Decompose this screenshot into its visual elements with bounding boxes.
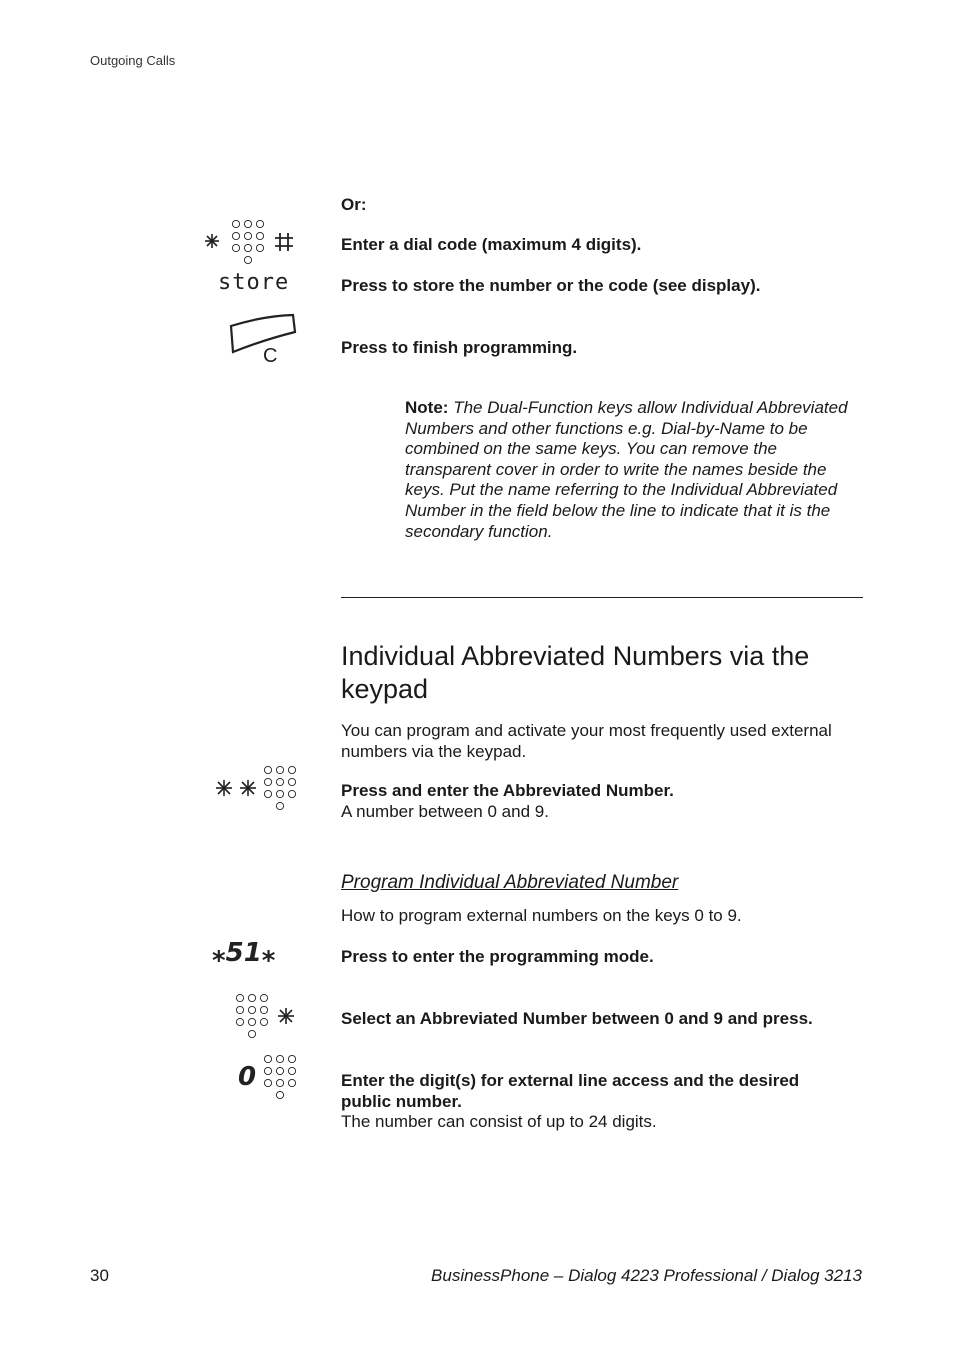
- step-digits-limit: The number can consist of up to 24 digits.: [341, 1112, 657, 1131]
- star-star-keypad-icon: [212, 764, 302, 816]
- star-51-star-icon: ⁎51⁎: [212, 938, 276, 968]
- subsection-title: Program Individual Abbreviated Number: [341, 872, 679, 893]
- page-number: 30: [90, 1266, 109, 1285]
- keypad-star-icon: [232, 992, 302, 1044]
- star-keypad-hash-icon: [200, 218, 300, 268]
- step-select-abbrev: Select an Abbreviated Number between 0 and 9 and press.: [341, 1009, 813, 1028]
- step-press-enter-abbrev: Press and enter the Abbreviated Number.: [341, 781, 674, 800]
- step-finish-programming: Press to finish programming.: [341, 338, 578, 357]
- step-press-store: Press to store the number or the code (see display).: [341, 276, 761, 295]
- note-label: Note:: [405, 398, 449, 417]
- section-intro: You can program and activate your most frequently used external numbers via the keypad.: [341, 721, 832, 761]
- step-enter-dial-code: Enter a dial code (maximum 4 digits).: [341, 235, 642, 254]
- footer-title: BusinessPhone – Dialog 4223 Professional / Dialog 3213: [431, 1266, 862, 1285]
- note-paragraph: [405, 398, 865, 542]
- section-title: Individual Abbreviated Numbers via the keypad: [341, 641, 810, 704]
- clear-key-label: C: [263, 345, 278, 367]
- step-enter-programming-mode: Press to enter the programming mode.: [341, 947, 654, 966]
- or-label: Or:: [341, 195, 367, 214]
- zero-key-icon: 0: [238, 1062, 257, 1092]
- running-header: Outgoing Calls: [90, 53, 176, 68]
- keypad-icon: [260, 1053, 305, 1105]
- step-enter-digits: Enter the digit(s) for external line access and the desired public number.: [341, 1071, 800, 1111]
- note-text: The Dual-Function keys allow Individual Abbreviated Numbers and other functions e.g. Dial-by-Name to be combined on the same keys. You can remove the transparent cover in order to write the names beside the keys. Put the name referring to the Individual Abbreviated Number in the field below the line to indicate that it is the secondary function.: [405, 398, 848, 541]
- store-softkey-icon: store: [218, 270, 290, 295]
- section-divider: [341, 597, 863, 598]
- step-abbrev-range: A number between 0 and 9.: [341, 802, 549, 821]
- subsection-intro: How to program external numbers on the keys 0 to 9.: [341, 906, 742, 925]
